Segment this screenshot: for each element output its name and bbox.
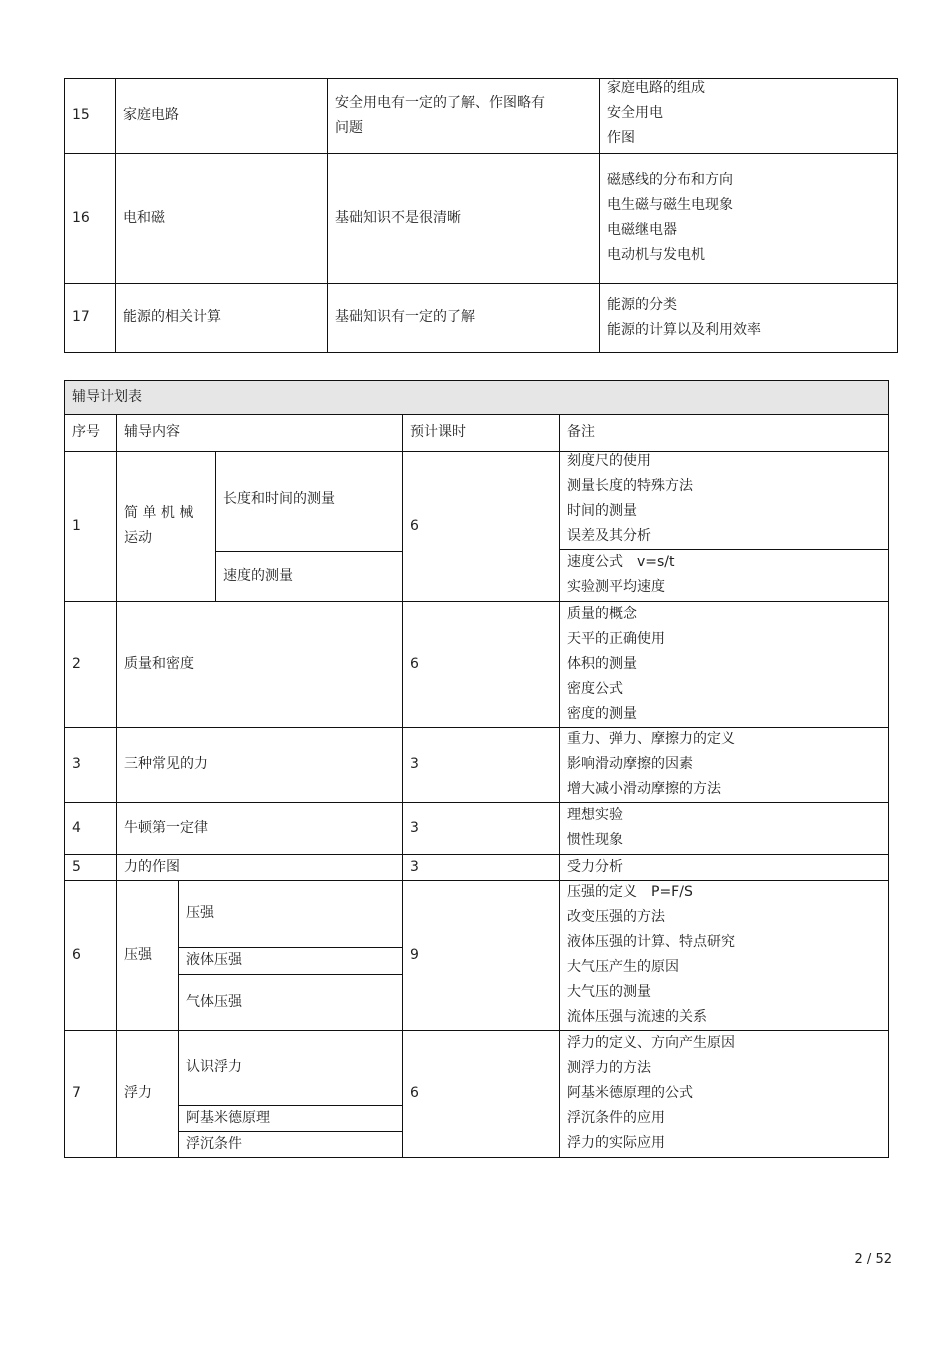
row-number: 5 [72,858,81,875]
note-item: 大气压产生的原因 [567,959,679,975]
row-topic: 质量和密度 [124,655,194,672]
note-item: 改变压强的方法 [567,909,665,925]
table-row [64,283,115,352]
note-item: 大气压的测量 [567,984,651,1000]
subtopic: 认识浮力 [186,1059,242,1075]
table-row [64,727,116,802]
subtopic: 液体压强 [186,952,242,968]
note-item: 阿基米德原理的公式 [567,1085,693,1101]
table-row [64,451,116,601]
note-item: 速度公式 v=s/t [567,554,675,570]
row-topic: 浮力 [124,1085,152,1101]
row-topic: 电和磁 [123,209,165,226]
row-topic: 牛顿第一定律 [124,819,208,836]
row-topic: 力的作图 [124,858,180,875]
page-number: 2 / 52 [854,1252,892,1267]
row-status: 安全用电有一定的了解、作图略有 [335,94,545,111]
row-hours: 3 [410,756,419,772]
note-item: 时间的测量 [567,503,637,519]
note-item: 密度公式 [567,680,623,697]
subtopic: 速度的测量 [223,567,293,584]
note-item: 影响滑动摩擦的因素 [567,756,693,772]
note-item: 浮沉条件的应用 [567,1110,665,1126]
row-number: 16 [72,209,90,226]
row-number: 1 [72,517,81,534]
subtopic: 压强 [186,905,214,921]
table-row [64,1030,116,1157]
note-item: 浮力的定义、方向产生原因 [567,1035,735,1051]
content-item: 电动机与发电机 [607,247,705,263]
content-item: 作图 [607,130,635,146]
row-hours: 6 [410,517,419,534]
row-topic: 家庭电路 [123,107,179,123]
row-hours: 3 [410,819,419,836]
note-item: 增大减小滑动摩擦的方法 [567,781,721,797]
note-item: 质量的概念 [567,605,637,622]
note-item: 误差及其分析 [567,528,651,544]
subtopic: 浮沉条件 [186,1135,242,1152]
row-number: 4 [72,819,81,836]
table-row [64,802,116,854]
note-item: 实验测平均速度 [567,579,665,595]
content-item: 能源的计算以及利用效率 [607,321,761,338]
row-number: 2 [72,655,81,672]
row-hours: 9 [410,946,419,963]
row-topic: 简 单 机 械 [124,505,194,521]
row-topic: 运动 [124,530,152,546]
note-item: 液体压强的计算、特点研究 [567,934,735,950]
subtopic: 阿基米德原理 [186,1109,270,1126]
row-hours: 6 [410,655,419,672]
row-number: 6 [72,946,81,963]
note-item: 测量长度的特殊方法 [567,478,693,494]
note-item: 浮力的实际应用 [567,1135,665,1151]
table-row [64,880,116,1030]
header-content: 辅导内容 [124,424,180,440]
table-row [64,601,116,727]
row-status: 问题 [335,119,363,136]
row-number: 3 [72,756,81,772]
row-number: 17 [72,309,90,325]
subtopic: 气体压强 [186,993,242,1010]
content-item: 磁感线的分布和方向 [607,172,733,188]
content-item: 电磁继电器 [607,222,677,238]
row-status: 基础知识不是很清晰 [335,209,461,226]
note-item: 惯性现象 [567,832,623,848]
content-item: 能源的分类 [607,296,677,313]
note-item: 受力分析 [567,858,623,875]
content-item: 安全用电 [607,105,663,121]
table-row [64,854,116,880]
table-row [64,78,115,153]
row-topic: 能源的相关计算 [123,309,221,325]
table-title: 辅导计划表 [72,388,142,405]
note-item: 刻度尺的使用 [567,453,651,469]
header-notes: 备注 [567,424,595,440]
header-hours: 预计课时 [410,424,466,440]
row-hours: 3 [410,858,419,875]
note-item: 天平的正确使用 [567,630,665,647]
content-item: 电生磁与磁生电现象 [607,197,733,213]
header-no: 序号 [72,424,100,440]
content-item: 家庭电路的组成 [607,80,705,96]
note-item: 重力、弹力、摩擦力的定义 [567,731,735,747]
row-topic: 压强 [124,946,152,963]
note-item: 理想实验 [567,807,623,823]
row-topic: 三种常见的力 [124,756,208,772]
subtopic: 长度和时间的测量 [223,491,335,507]
note-item: 压强的定义 P=F/S [567,884,693,900]
row-number: 7 [72,1085,81,1101]
note-item: 密度的测量 [567,705,637,722]
row-number: 15 [72,107,90,123]
note-item: 测浮力的方法 [567,1060,651,1076]
note-item: 体积的测量 [567,655,637,672]
table-row [64,153,115,283]
row-status: 基础知识有一定的了解 [335,309,475,325]
row-hours: 6 [410,1085,419,1101]
note-item: 流体压强与流速的关系 [567,1009,707,1025]
